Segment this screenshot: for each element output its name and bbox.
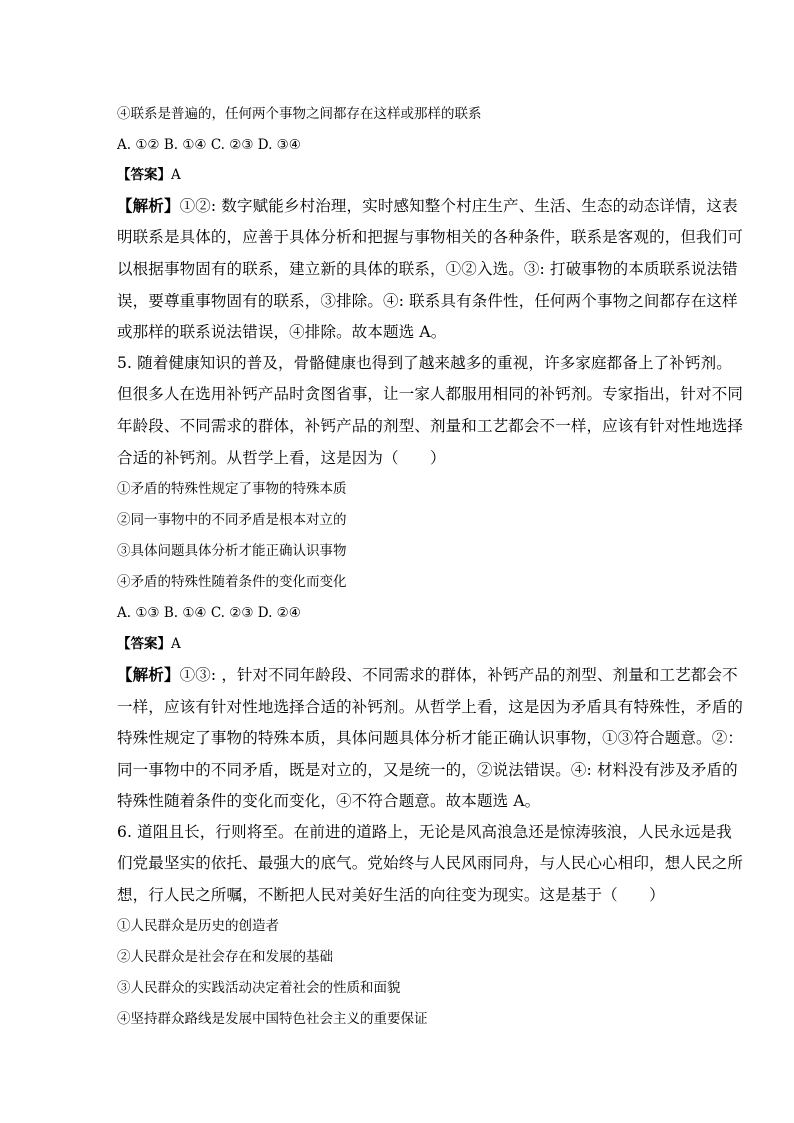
option-line: ①矛盾的特殊性规定了事物的特殊本质 <box>117 481 347 497</box>
section-marker: 【答案】 <box>117 636 171 652</box>
option-line: ③人民群众的实践活动决定着社会的性质和面貌 <box>117 980 401 996</box>
option-line: ③具体问题具体分析才能正确认识事物 <box>117 543 347 559</box>
section-text: A <box>171 636 181 652</box>
question-5-line: 5. 随着健康知识的普及，骨骼健康也得到了越来越多的重视，许多家庭都备上了补钙剂。 <box>117 354 732 372</box>
section-text: ①②: 数字赋能乡村治理，实时感知整个村庄生产、生活、生态的动态详情，这表 <box>179 197 738 215</box>
section-text: ①③: ，针对不同年龄段、不同需求的群体，补钙产品的剂型、剂量和工艺都会不 <box>179 666 738 684</box>
analysis-line: 以根据事物固有的联系，建立新的具体的联系，①②入选。③: 打破事物的本质联系说法错 <box>117 260 738 278</box>
question-6-line: 6. 道阻且长，行则将至。在前进的道路上，无论是风高浪急还是惊涛骇浪，人民永远是我 <box>117 823 732 841</box>
analysis-line: 一样，应该有针对性地选择合适的补钙剂。从哲学上看，这是因为矛盾具有特殊性，矛盾的 <box>117 698 744 716</box>
answer-choices: A. ①② B. ①④ C. ②③ D. ③④ <box>117 137 301 153</box>
answer-label <box>117 635 181 653</box>
option-line: ①人民群众是历史的创造者 <box>117 918 279 934</box>
section-marker: 【解析】 <box>117 196 180 215</box>
question-5-line: 年龄段、不同需求的群体，补钙产品的剂型、剂量和工艺都会不一样，应该有针对性地选择 <box>117 417 744 435</box>
analysis-line: 特殊性随着条件的变化而变化，④不符合题意。故本题选 A。 <box>117 792 541 810</box>
option-line: ②人民群众是社会存在和发展的基础 <box>117 949 333 965</box>
analysis-line: 特殊性规定了事物的特殊本质，具体问题具体分析才能正确认识事物，①③符合题意。②： <box>117 729 744 747</box>
section-text: A <box>171 167 181 183</box>
section-marker: 【答案】 <box>117 167 171 183</box>
analysis-line: 明联系是具体的，应善于具体分析和把握与事物相关的各种条件，联系是客观的，但我们可 <box>117 228 744 246</box>
option-line: ④联系是普遍的，任何两个事物之间都存在这样或那样的联系 <box>117 106 482 122</box>
question-5-line: 合适的补钙剂。从哲学上看，这是因为（ ） <box>117 449 446 467</box>
answer-choices: A. ①③ B. ①④ C. ②③ D. ②④ <box>117 605 301 621</box>
analysis-line: 误，要尊重事物固有的联系，③排除。④: 联系具有条件性，任何两个事物之间都存在这样 <box>117 292 738 310</box>
option-line: ②同一事物中的不同矛盾是根本对立的 <box>117 512 347 528</box>
question-6-line: 们党最坚实的依托、最强大的底气。党始终与人民风雨同舟，与人民心心相印，想人民之所 <box>117 854 744 872</box>
question-5-line: 但很多人在选用补钙产品时贪图省事，让一家人都服用相同的补钙剂。专家指出，针对不同 <box>117 385 744 403</box>
analysis-line <box>117 197 738 215</box>
answer-label <box>117 166 181 184</box>
section-marker: 【解析】 <box>117 665 180 684</box>
analysis-line <box>117 666 738 684</box>
question-6-line: 想，行人民之所嘱，不断把人民对美好生活的向往变为现实。这是基于（ ） <box>117 886 665 904</box>
option-line: ④矛盾的特殊性随着条件的变化而变化 <box>117 574 347 590</box>
analysis-line: 或那样的联系说法错误，④排除。故本题选 A。 <box>117 323 447 341</box>
analysis-line: 同一事物中的不同矛盾，既是对立的，又是统一的，②说法错误。④: 材料没有涉及矛盾的 <box>117 761 738 779</box>
option-line: ④坚持群众路线是发展中国特色社会主义的重要保证 <box>117 1011 428 1027</box>
